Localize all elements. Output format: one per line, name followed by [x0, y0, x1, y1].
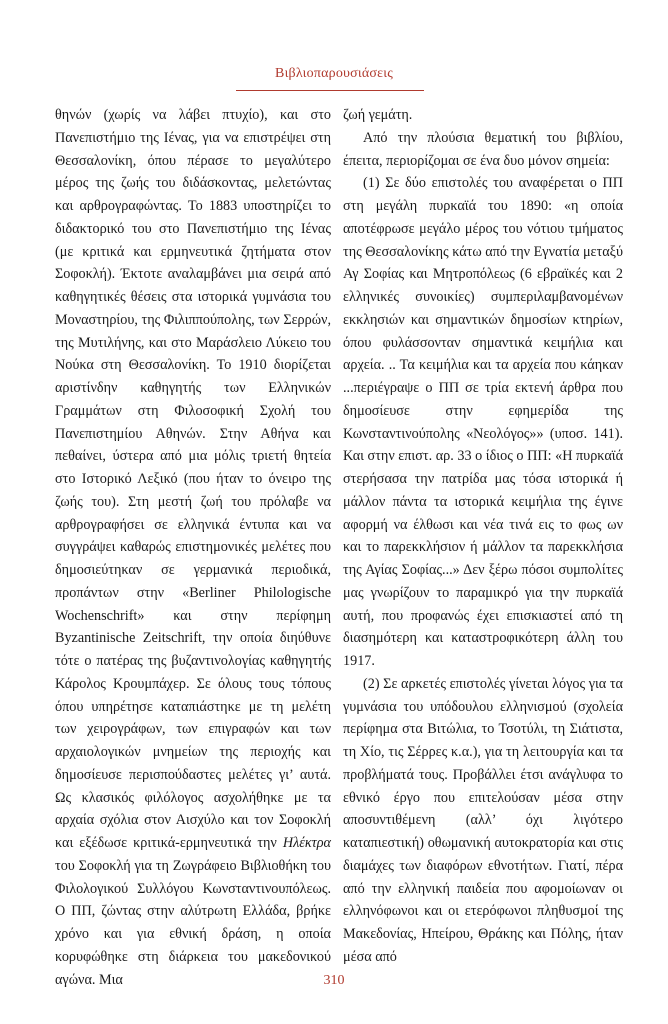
left-paragraph-text: θηνών (χωρίς να λάβει πτυχίο), και στο Πανεπιστήμιο της Ιένας, για να επιστρέψει στη Θεσσαλονίκη, όπου πέρασε το μεγαλύτερο μέρος της ζωής του διδάσκοντας, μελετώντας και αρθρογραφώντας. Το 1883 υποστηρίζει το διδακτορικό του στο Πανεπιστήμιο της Ιένας (με κριτικά και ερμηνευτικά ζητήματα στον Σοφοκλή). Έκτοτε αναλαμβάνει μια σειρά από καθηγητικές θέσεις στα ιστορικά γυμνάσια του Μοναστηρίου, της Φιλιππούπολης, των Σερρών, της Μυτιλήνης, και στο Μαράσλειο Λύκειο του Νούκα στη Θεσσαλονίκη. Το 1910 διορίζεται αριστίνδην καθηγητής των Ελληνικών Γραμμάτων στη Φιλοσοφική Σχολή του Πανεπιστημίου Αθηνών. Στην Αθήνα και πεθαίνει, ύστερα από μια μόλις τριετή θητεία στο Ιστορικό Λεξικό (που ήταν το όνειρο της ζωής του). Στη μεστή ζωή του πρόλαβε να αρθρογραφήσει σε ελληνικά έντυπα και να συγγράψει καθαρώς επιστημονικές μελέτες που δημοσιεύτηκαν σε γερμανικά περιοδικά, προπάντων στην «Berliner Philologische Wochenschrift» και στην περίφημη Byzantinische Zeitschrift, την οποία διηύθυνε τότε ο πατέρας της βυζαντινολογίας καθηγητής Κάρολος Κρουμπάχερ. Σε όλους τους τόπους όπου υπηρέτησε καταπιάστηκε με τη μελέτη των χειρογράφων, των επιγραφών και των αρχαιολογικών μνημείων της περιοχής και δημοσίευσε περισπούδαστες μελέτες γι’ αυτά. Ως κλασικός φιλόλογος ασχολήθηκε με τα αρχαία σχόλια στον Αισχύλο και τον Σοφοκλή και εξέδωσε κριτικά-ερμηνευτικά την — [55, 107, 331, 851]
header-rule — [236, 90, 424, 91]
running-header: Βιβλιοπαρουσιάσεις — [275, 66, 393, 81]
page-number: 310 — [323, 973, 345, 988]
left-column — [55, 104, 331, 991]
italic-title-elektra: Ηλέκτρα — [282, 835, 331, 851]
right-paragraph-continuation: ζωή γεμάτη. — [343, 107, 413, 123]
left-paragraph-text-end: του Σοφοκλή για τη Ζωγράφειο Βιβλιοθήκη του Φιλολογικού Συλλόγου Κωνσταντινουπόλεως. Ο ΠΠ, ζώντας στην αλύτρωτη Ελλάδα, βρήκε χρόνο και για εθνική δράση, η οποία κορυφώθηκε στη διάρκεια του μακεδονικού αγώνα. Μια — [55, 857, 331, 988]
right-paragraph-intro: Από την πλούσια θεματική του βιβλίου, έπειτα, περιορίζομαι σε ένα δυο μόνον σημεία: — [343, 129, 623, 169]
right-paragraph-point-2: (2) Σε αρκετές επιστολές γίνεται λόγος για τα γυμνάσια του υπόδουλου ελληνισμού (σχολεία περίφημα στα Βιτώλια, το Τσοτύλι, τη Σιάτιστα, τη Χίο, τις Σέρρες κ.α.), για τη λειτουργία και τα προβλήματά τους. Προβάλλει έτσι ανάγλυφα το εθνικό έργο που επιτελούσαν μέσα στην αποσυντιθέμενη (αλλ’ όχι λιγότερο καταπιεστική) οθωμανική αυτοκρατορία και στις διαμάχες των διαφόρων εθνοτήτων. Γιατί, πέρα από την ελληνική παιδεία που αφομοίωναν οι ελληνόφωνοι και οι ετερόφωνοι πληθυσμοί της Μακεδονίας, Ηπείρου, Θράκης και Πόλης, ήταν μέσα από — [343, 675, 623, 965]
right-column — [343, 104, 623, 969]
right-paragraph-point-1: (1) Σε δύο επιστολές του αναφέρεται ο ΠΠ στη μεγάλη πυρκαϊά του 1890: «η οποία αποτέφρωσε μεγάλο μέρος του νότιου τμήματος της Θεσσαλονίκης κάτω από την Εγνατία μεταξύ Αγ Σοφίας και Μητροπόλεως (6 εβραϊκές και 2 ελληνικές συνοικίες) συμπεριλαμβανομένων εκκλησιών και σημαντικών δημοσίων κτηρίων, όπου φυλάσσονταν σημαντικά κειμήλια και αρχεία. .. Τα κειμήλια και τα αρχεία που κάηκαν ...περιέγραψε ο ΠΠ σε τρία εκτενή άρθρα που δημοσίευσε στην εφημερίδα της Κωνσταντινούπολης «Νεολόγος»» (υποσ. 141). Και στην επιστ. αρ. 33 ο ίδιος ο ΠΠ: «Η πυρκαϊά στερήσασα την πατρίδα μας τόσα ιστορικά ή μάλλον πάντα τα ιστορικά κειμήλια της έγινε αφορμή να έλθωσι και νέα τινά εις το φως ων και το παρεκκλήσιον ή μάλλον τα παρεκκλήσια της Αγίας Σοφίας...» Δεν ξέρω πόσοι συμπολίτες μας γνωρίζουν το παραμικρό για την πυρκαϊά αυτή, που προφανώς έχει επισκιαστεί από τη διασημότερη και καταστροφικότερη άλλη του 1917. — [343, 175, 623, 669]
left-paragraph — [55, 104, 331, 991]
